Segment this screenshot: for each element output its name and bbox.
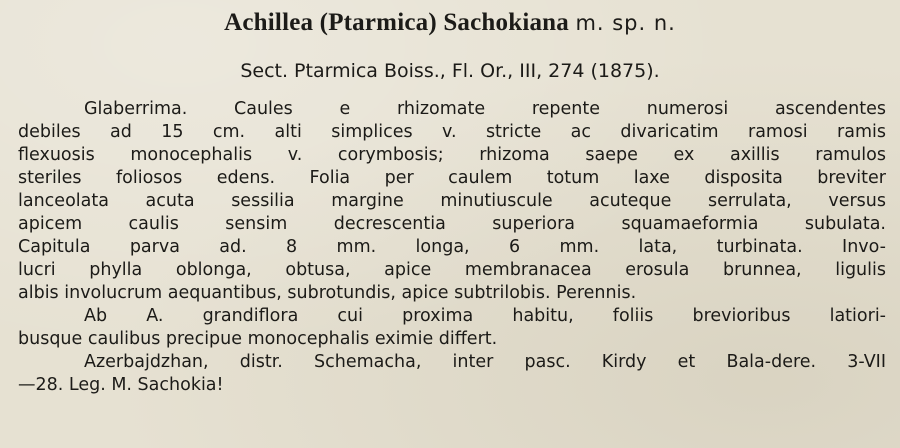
description-line: Glaberrima. Caules e rhizomate repente numerosi ascendentes — [84, 99, 886, 119]
description-line: steriles foliosos edens. Folia per caulem totum laxe disposita breviter — [18, 168, 886, 188]
description-line: apicem caulis sensim decrescentia superiora squamaeformia subulata. — [18, 214, 886, 234]
description-line: flexuosis monocephalis v. corymbosis; rhizoma saepe ex axillis ramulos — [18, 145, 886, 165]
species-title — [0, 6, 900, 40]
description-line: lanceolata acuta sessilia margine minutiuscule acuteque serrulata, versus — [18, 191, 886, 211]
description-line: Capitula parva ad. 8 mm. longa, 6 mm. lata, turbinata. Invo- — [18, 237, 886, 257]
species-name: Achillea (Ptarmica) Sachokiana — [224, 9, 569, 36]
section-reference: Sect. Ptarmica Boiss., Fl. Or., III, 274 (1875). — [240, 60, 660, 82]
locality-line: —28. Leg. M. Sachokia! — [18, 375, 224, 395]
description-line: lucri phylla oblonga, obtusa, apice membranacea erosula brunnea, ligulis — [18, 260, 886, 280]
description-body — [18, 98, 886, 397]
locality-line: Azerbajdzhan, distr. Schemacha, inter pasc. Kirdy et Bala-dere. 3-VII — [84, 352, 886, 372]
comparison-line: busque caulibus precipue monocephalis eximie differt. — [18, 329, 498, 349]
description-line: debiles ad 15 cm. alti simplices v. stricte ac divaricatim ramosi ramis — [18, 122, 886, 142]
description-line: albis involucrum aequantibus, subrotundis, apice subtrilobis. Perennis. — [18, 283, 637, 303]
species-suffix: m. sp. n. — [575, 11, 676, 35]
comparison-line: Ab A. grandiflora cui proxima habitu, foliis brevioribus latiori- — [84, 306, 886, 326]
